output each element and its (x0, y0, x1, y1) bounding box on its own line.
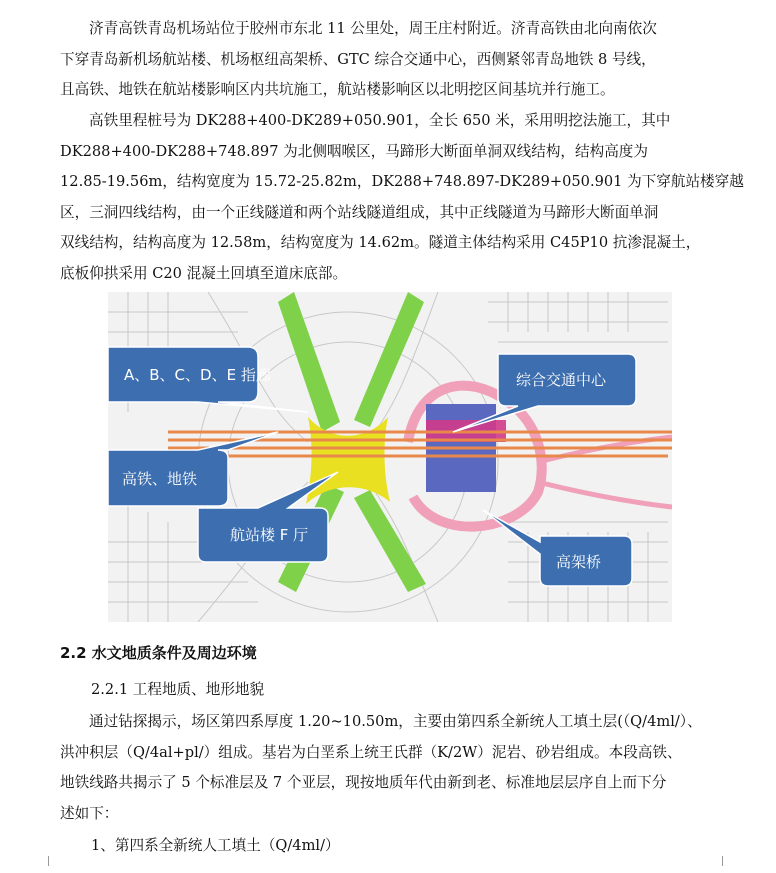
paragraph-mileage (60, 106, 744, 289)
list-item: 1、第四系全新统人工填土（Q/4ml/） (91, 837, 340, 854)
callout-terminal-label: 航站楼 F 厅 (230, 526, 309, 544)
text-line: 述如下： (60, 804, 119, 822)
text-line: 地铁线路共揭示了 5 个标准层及 7 个亚层，现按地质年代由新到老、标准地层层序自上而下分 (60, 774, 667, 791)
section-heading: 2.2 水文地质条件及周边环境 (60, 644, 257, 662)
margin-mark-right (722, 856, 733, 866)
subsection-heading: 2.2.1 工程地质、地形地貌 (91, 681, 265, 698)
site-plan-figure (108, 292, 672, 622)
text-line: 通过钻探揭示，场区第四系厚度 1.20~10.50m，主要由第四系全新统人工填土层(（Q/4ml/）、 (89, 713, 702, 730)
site-plan-drawing (108, 292, 672, 622)
text-line: 高铁里程桩号为 DK288+400-DK289+050.901，全长 650 米，采用明挖法施工，其中 (89, 112, 671, 129)
callout-fingers-label: A、B、C、D、E 指廊 (124, 366, 271, 384)
text-line: DK288+400-DK288+748.897 为北侧咽喉区，马蹄形大断面单洞双线结构，结构高度为 (60, 142, 648, 160)
text-line: 且高铁、地铁在航站楼影响区内共坑施工，航站楼影响区以北明挖区间基坑并行施工。 (60, 81, 615, 98)
text-line: 洪冲积层（Q/4al+pl/）组成。基岩为白垩系上统王氏群（K/2W）泥岩、砂岩组成。本段高铁、 (60, 743, 682, 761)
callout-viaduct-label: 高架桥 (556, 553, 602, 571)
paragraph-geology (60, 707, 722, 829)
text-line: 12.85-19.56m，结构宽度为 15.72-25.82m，DK288+748.897-DK289+050.901 为下穿航站楼穿越 (60, 173, 744, 190)
text-line: 下穿青岛新机场航站楼、机场枢纽高架桥、GTC 综合交通中心，西侧紧邻青岛地铁 8 号线， (60, 50, 656, 68)
callout-rail-label: 高铁、地铁 (122, 470, 198, 488)
text-line: 济青高铁青岛机场站位于胶州市东北 11 公里处，周王庄村附近。济青高铁由北向南依次 (89, 20, 657, 37)
paragraph-location (60, 14, 722, 106)
text-line: 区，三洞四线结构，由一个正线隧道和两个站线隧道组成，其中正线隧道为马蹄形大断面单洞 (60, 203, 659, 221)
text-line: 双线结构，结构高度为 12.58m，结构宽度为 14.62m。隧道主体结构采用 C45P10 抗渗混凝土， (60, 234, 701, 251)
callout-gtc-label: 综合交通中心 (516, 371, 607, 389)
text-line: 底板仰拱采用 C20 混凝土回填至道床底部。 (60, 264, 348, 282)
margin-mark-left (38, 856, 49, 866)
